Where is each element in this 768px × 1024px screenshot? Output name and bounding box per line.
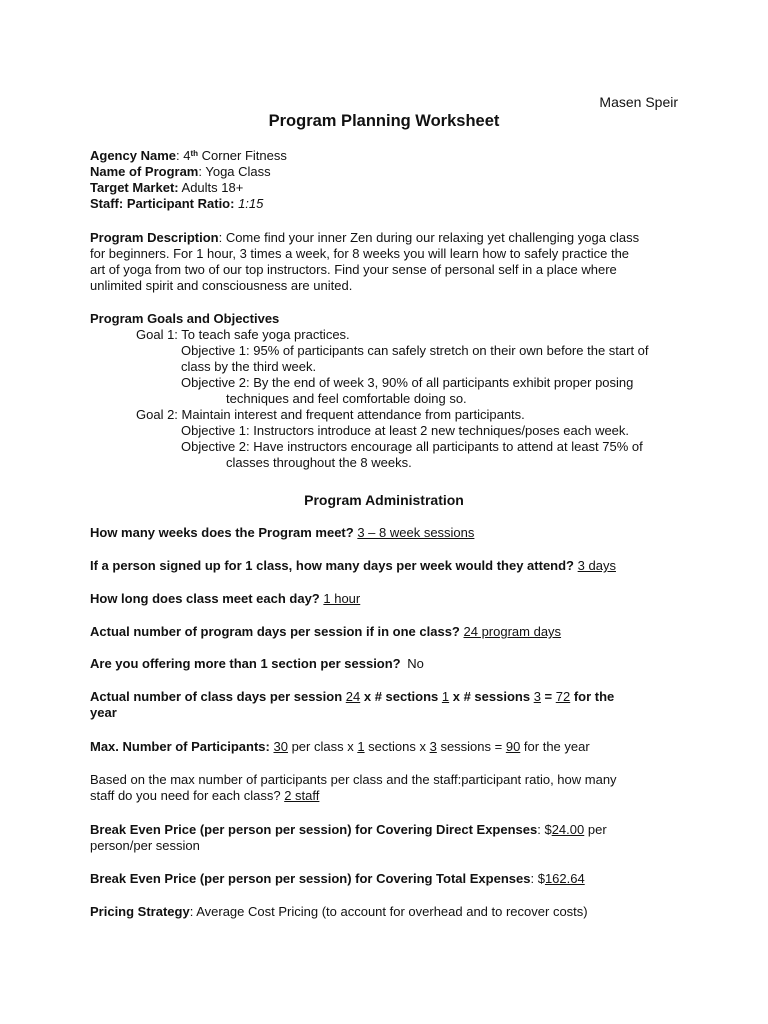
goal-1: Goal 1: To teach safe yoga practices. <box>136 327 350 342</box>
target-market-line <box>90 180 690 196</box>
staff-answer: 2 staff <box>284 788 320 803</box>
break-even-direct-label: Break Even Price (per person per session) for Covering Direct Expenses <box>90 822 538 837</box>
ratio-value: 1:15 <box>234 196 264 211</box>
agency-superscript: th <box>190 149 199 158</box>
length-question-text: How long does class meet each day? <box>90 591 320 606</box>
ratio-line <box>90 196 690 212</box>
description-line: for beginners. For 1 hour, 3 times a week, for 8 weeks you will learn how to safely practice the <box>90 246 630 261</box>
sections-question <box>90 656 690 672</box>
staff-question-line: Based on the max number of participants per class and the staff:participant ratio, how many <box>90 772 617 787</box>
program-name-label: Name of Program <box>90 164 199 179</box>
max-total-value: 90 <box>505 739 521 754</box>
for-the-text: for the <box>570 689 615 704</box>
equals-sign: = <box>540 689 556 704</box>
max-sessions-text: sessions = <box>436 739 506 754</box>
length-question <box>90 591 690 607</box>
staff-question-text: staff do you need for each class? <box>90 788 281 803</box>
break-even-total-value: 162.64 <box>544 871 585 886</box>
break-even-direct-tail: per <box>584 822 607 837</box>
break-even-direct-value: 24.00 <box>551 822 585 837</box>
class-days-value: 24 <box>345 689 361 704</box>
break-even-direct-line <box>90 822 690 838</box>
agency-label: Agency Name <box>90 148 176 163</box>
max-participants <box>90 739 690 755</box>
days-question <box>90 558 690 574</box>
break-even-direct-line-2: person/per session <box>90 838 200 853</box>
description-label: Program Description <box>90 230 219 245</box>
program-info <box>90 148 690 212</box>
goals-heading: Program Goals and Objectives <box>90 311 280 326</box>
class-days-line <box>90 689 690 705</box>
length-answer: 1 hour <box>323 591 361 606</box>
sections-question-text: Are you offering more than 1 section per session? <box>90 656 401 671</box>
pricing-strategy <box>90 904 690 920</box>
max-total-text: for the year <box>520 739 590 754</box>
goal-1-objective-2: Objective 2: By the end of week 3, 90% of all participants exhibit proper posing <box>181 375 634 390</box>
class-days-total: 72 <box>555 689 571 704</box>
admin-heading: Program Administration <box>304 492 464 508</box>
staff-question <box>90 772 690 804</box>
weeks-question-text: How many weeks does the Program meet? <box>90 525 354 540</box>
description-line: art of yoga from two of our top instructors. Find your sense of personal self in a place where <box>90 262 617 277</box>
goals-objectives <box>90 311 690 471</box>
weeks-question <box>90 525 690 541</box>
goal-1-objective-2-cont: techniques and feel comfortable doing so. <box>226 391 467 406</box>
program-name-value: : Yoga Class <box>198 164 271 179</box>
goal-2: Goal 2: Maintain interest and frequent attendance from participants. <box>136 407 525 422</box>
sessions-label: x # sessions <box>449 689 534 704</box>
agency-value: Corner Fitness <box>198 148 287 163</box>
pricing-strategy-label: Pricing Strategy <box>90 904 190 919</box>
target-market-value: Adults 18+ <box>178 180 244 195</box>
class-days-line-cont: year <box>90 705 117 720</box>
max-sessions-value: 3 <box>429 739 437 754</box>
sections-label: x # sections <box>360 689 442 704</box>
max-sections-value: 1 <box>357 739 365 754</box>
author-name: Masen Speir <box>599 94 678 110</box>
per-class-text: per class x <box>287 739 358 754</box>
class-days-label: Actual number of class days per session <box>90 689 346 704</box>
ratio-label: Staff: Participant Ratio: <box>90 196 235 211</box>
staff-question-line-2 <box>90 788 690 804</box>
max-participants-label: Max. Number of Participants: <box>90 739 270 754</box>
break-even-total <box>90 871 690 887</box>
description-text: : Come find your inner Zen during our relaxing yet challenging yoga class <box>218 230 640 245</box>
sessions-value: 3 <box>533 689 541 704</box>
target-market-label: Target Market: <box>90 180 179 195</box>
pricing-strategy-value: : Average Cost Pricing (to account for overhead and to recover costs) <box>189 904 588 919</box>
program-days-question-text: Actual number of program days per session if in one class? <box>90 624 460 639</box>
class-days-calculation <box>90 689 690 721</box>
agency-line <box>90 148 690 164</box>
days-answer: 3 days <box>577 558 616 573</box>
program-days-answer: 24 program days <box>463 624 562 639</box>
goal-2-objective-2: Objective 2: Have instructors encourage all participants to attend at least 75% of <box>181 439 643 454</box>
goal-2-objective-2-cont: classes throughout the 8 weeks. <box>226 455 412 470</box>
weeks-answer: 3 – 8 week sessions <box>357 525 475 540</box>
goal-1-objective-1: Objective 1: 95% of participants can safely stretch on their own before the start of <box>181 343 649 358</box>
sections-value: 1 <box>441 689 450 704</box>
break-even-total-sep: : $ <box>530 871 545 886</box>
page-title: Program Planning Worksheet <box>268 112 500 130</box>
program-days-question <box>90 624 690 640</box>
break-even-direct-sep: : $ <box>537 822 552 837</box>
description-line: unlimited spirit and consciousness are united. <box>90 278 353 293</box>
description-line <box>90 230 690 246</box>
days-question-text: If a person signed up for 1 class, how many days per week would they attend? <box>90 558 575 573</box>
goal-2-objective-1: Objective 1: Instructors introduce at least 2 new techniques/poses each week. <box>181 423 630 438</box>
program-name-line <box>90 164 690 180</box>
agency-value-prefix: : 4 <box>175 148 191 163</box>
break-even-direct <box>90 822 690 854</box>
break-even-total-label: Break Even Price (per person per session) for Covering Total Expenses <box>90 871 531 886</box>
goal-1-objective-1-cont: class by the third week. <box>181 359 317 374</box>
program-description <box>90 230 690 294</box>
per-class-value: 30 <box>273 739 288 754</box>
sections-answer: No <box>407 656 424 671</box>
max-sections-text: sections x <box>364 739 430 754</box>
